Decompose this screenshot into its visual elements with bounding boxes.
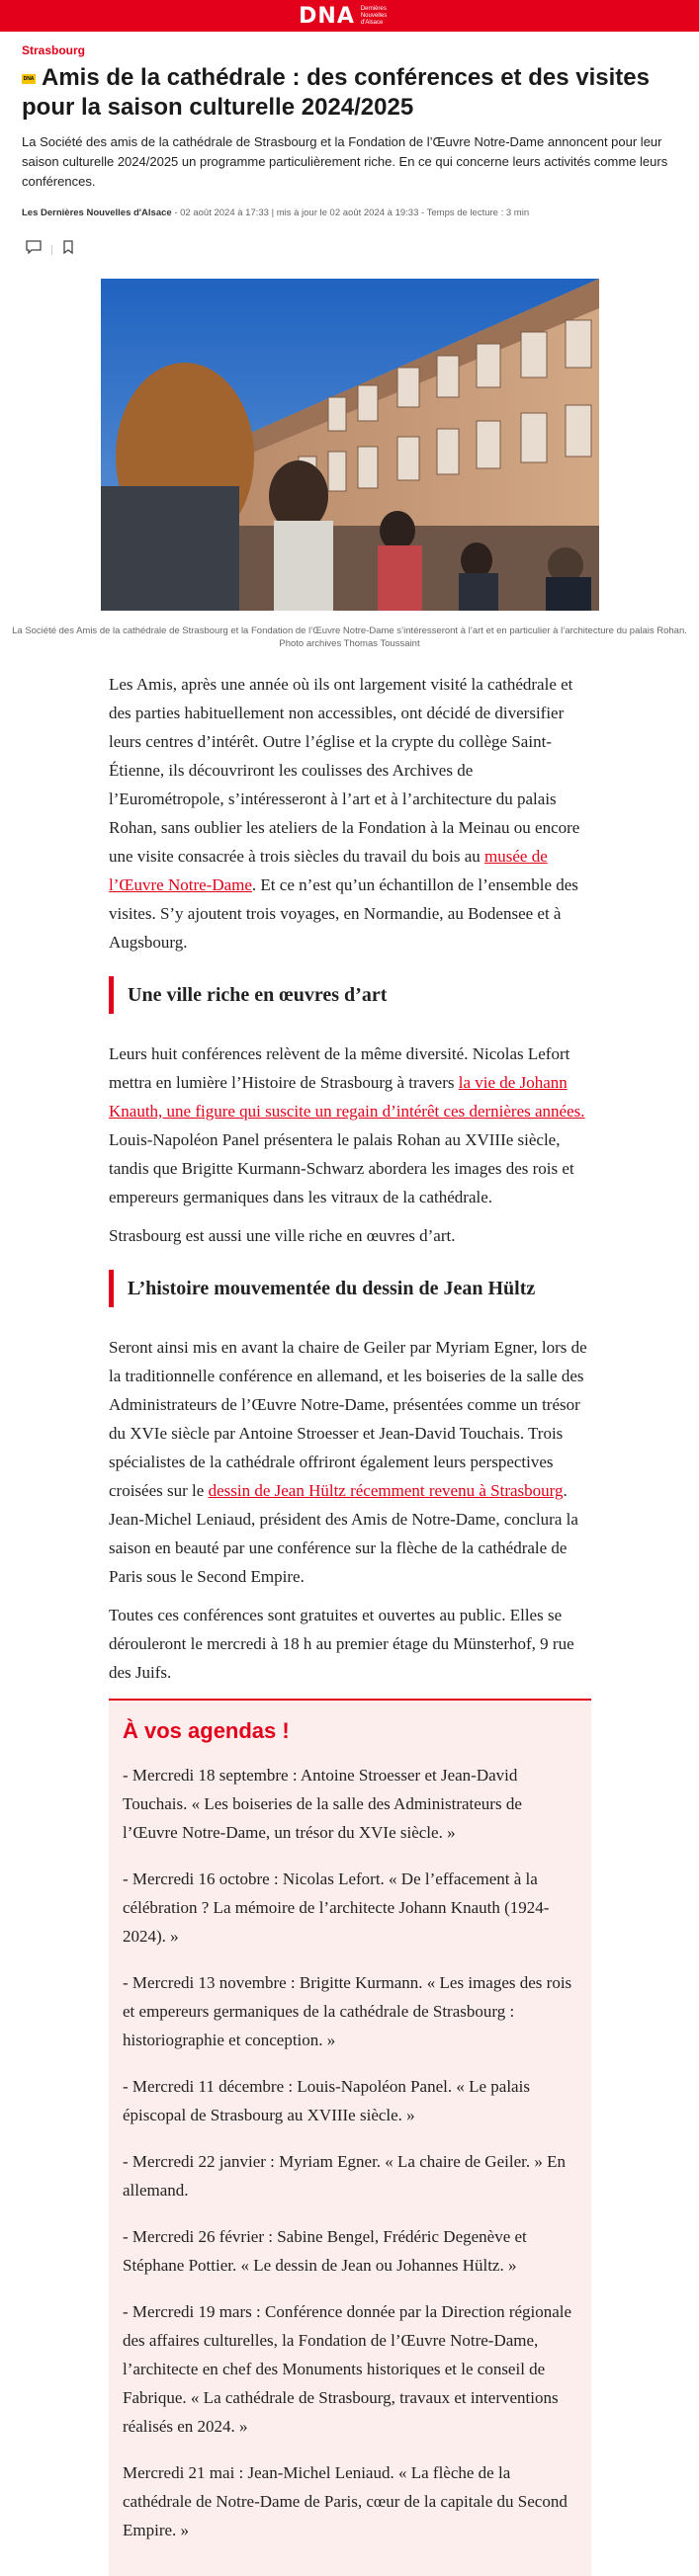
article-actions (26, 240, 677, 259)
subheading: Une ville riche en œuvres d’art (109, 976, 591, 1014)
paragraph: Toutes ces conférences sont gratuites et ouvertes au public. Elles se dérouleront le mercredi à 18 h au premier étage du Münsterhof, 9 rue des Juifs. (109, 1606, 574, 1682)
agenda-title: À vos agendas ! (123, 1718, 290, 1743)
paragraph: Leurs huit conférences relèvent de la même diversité. Nicolas Lefort mettra en lumière l’Histoire de Strasbourg à travers la vie de Johann Knauth, une figure qui suscite un regain d’intérêt ces dernières années. Louis-Napoléon Panel présentera le palais Rohan au XVIIIe siècle, tandis que Brigitte Kurmann-Schwarz abordera les images des rois et empereurs germaniques dans les vitraux de la cathédrale. (109, 1044, 585, 1206)
logo-subtitle: Dernières Nouvelles d'Alsace (360, 5, 388, 26)
dna-logo[interactable]: DNA (299, 3, 355, 29)
agenda-item: - Mercredi 22 janvier : Myriam Egner. « La chaire de Geiler. » En allemand. (123, 2152, 566, 2200)
photo-caption: La Société des Amis de la cathédrale de Strasbourg et la Fondation de l’Œuvre Notre-Dame s’intéresseront à l’art et en particulier à l’architecture du palais Rohan. Photo archives Thomas Toussaint (12, 625, 687, 649)
agenda-item: - Mercredi 26 février : Sabine Bengel, Frédéric Degenève et Stéphane Pottier. « Le dessin de Jean ou Johannes Hültz. » (123, 2227, 527, 2275)
divider (51, 245, 52, 255)
paragraph: Les Amis, après une année où ils ont largement visité la cathédrale et des parties habituellement non accessibles, ont décidé de diversifier leurs centres d’intérêt. Outre l’église et la crypte du collège Saint-Étienne, ils découvriront les coulisses des Archives de l’Eurométropole, s’intéresseront à l’art et à l’architecture du palais Rohan, sans oublier les ateliers de la Fondation à la Meinau ou encore une visite consacrée à trois siècles du travail du bois au musée de l’Œuvre Notre-Dame. Et ce n’est qu’un échantillon de l’ensemble des visites. S’y ajoutent trois voyages, en Normandie, au Bodensee et à Augsbourg. (109, 675, 580, 952)
agenda-item: - Mercredi 18 septembre : Antoine Stroesser et Jean-David Touchais. « Les boiseries de la salle des Administrateurs de l’Œuvre Notre-Dame, un trésor du XVIe siècle. » (123, 1766, 522, 1842)
article-header (0, 43, 699, 259)
subheading: L’histoire mouvementée du dessin de Jean Hültz (109, 1270, 591, 1307)
link-knauth[interactable]: la vie de Johann Knauth, une figure qui suscite un regain d’intérêt ces dernières années. (109, 1073, 585, 1121)
link-hultz[interactable]: dessin de Jean Hültz récemment revenu à Strasbourg (208, 1481, 564, 1500)
article-title (22, 63, 677, 123)
bookmark-icon[interactable] (62, 240, 74, 259)
article-lead: La Société des amis de la cathédrale de Strasbourg et la Fondation de l’Œuvre Notre-Dame annoncent pour leur saison culturelle 2024/2025 un programme particulièrement riche. En ce qui concerne leurs activités comme leurs conférences. (22, 134, 668, 189)
article-body (0, 670, 699, 2576)
agenda-item: - Mercredi 16 octobre : Nicolas Lefort. « De l’effacement à la célébration ? La mémoire de l’architecte Johann Knauth (1924-2024). » (123, 1870, 550, 1946)
comment-icon[interactable] (26, 240, 42, 259)
article-source: Les Dernières Nouvelles d'Alsace (22, 208, 172, 218)
dna-badge-icon: DNA (23, 75, 35, 82)
agenda-box (109, 1699, 591, 2576)
section-link[interactable]: Strasbourg (22, 43, 86, 57)
paragraph: Seront ainsi mis en avant la chaire de Geiler par Myriam Egner, lors de la traditionnelle conférence en allemand, et les boiseries de la salle des Administrateurs de l’Œuvre Notre-Dame, présentées comme un trésor du XVIe siècle par Antoine Stroesser et Jean-David Touchais. Trois spécialistes de la cathédrale offriront également leurs perspectives croisées sur le dessin de Jean Hültz récemment revenu à Strasbourg. Jean-Michel Leniaud, président des Amis de Notre-Dame, conclura la saison en beauté par une conférence sur la flèche de la cathédrale de Paris sous le Second Empire. (109, 1338, 587, 1586)
agenda-item: - Mercredi 19 mars : Conférence donnée par la Direction régionale des affaires culturelles, la Fondation de l’Œuvre Notre-Dame, l’architecte en chef des Monuments historiques et le conseil de Fabrique. « La cathédrale de Strasbourg, travaux et interventions réalisés en 2024. » (123, 2302, 572, 2436)
article-meta (22, 208, 677, 218)
agenda-item: - Mercredi 11 décembre : Louis-Napoléon Panel. « Le palais épiscopal de Strasbourg au XVIIIe siècle. » (123, 2077, 530, 2124)
agenda-item: Mercredi 21 mai : Jean-Michel Leniaud. « La flèche de la cathédrale de Notre-Dame de Paris, cœur de la capitale du Second Empire. » (123, 2463, 568, 2539)
agenda-item: - Mercredi 13 novembre : Brigitte Kurmann. « Les images des rois et empereurs germaniques de la cathédrale de Strasbourg : historiographie et conception. » (123, 1973, 572, 2049)
paragraph: Strasbourg est aussi une ville riche en œuvres d’art. (109, 1226, 456, 1245)
site-header (0, 0, 699, 32)
article-title-text: Amis de la cathédrale : des conférences et des visites pour la saison culturelle 2024/2025 (22, 64, 650, 121)
link-musee[interactable]: musée de l’Œuvre Notre-Dame (109, 847, 548, 894)
article-dates: - 02 août 2024 à 17:33 | mis à jour le 02 août 2024 à 19:33 - Temps de lecture : 3 min (171, 208, 530, 218)
article-photo[interactable] (101, 279, 599, 611)
